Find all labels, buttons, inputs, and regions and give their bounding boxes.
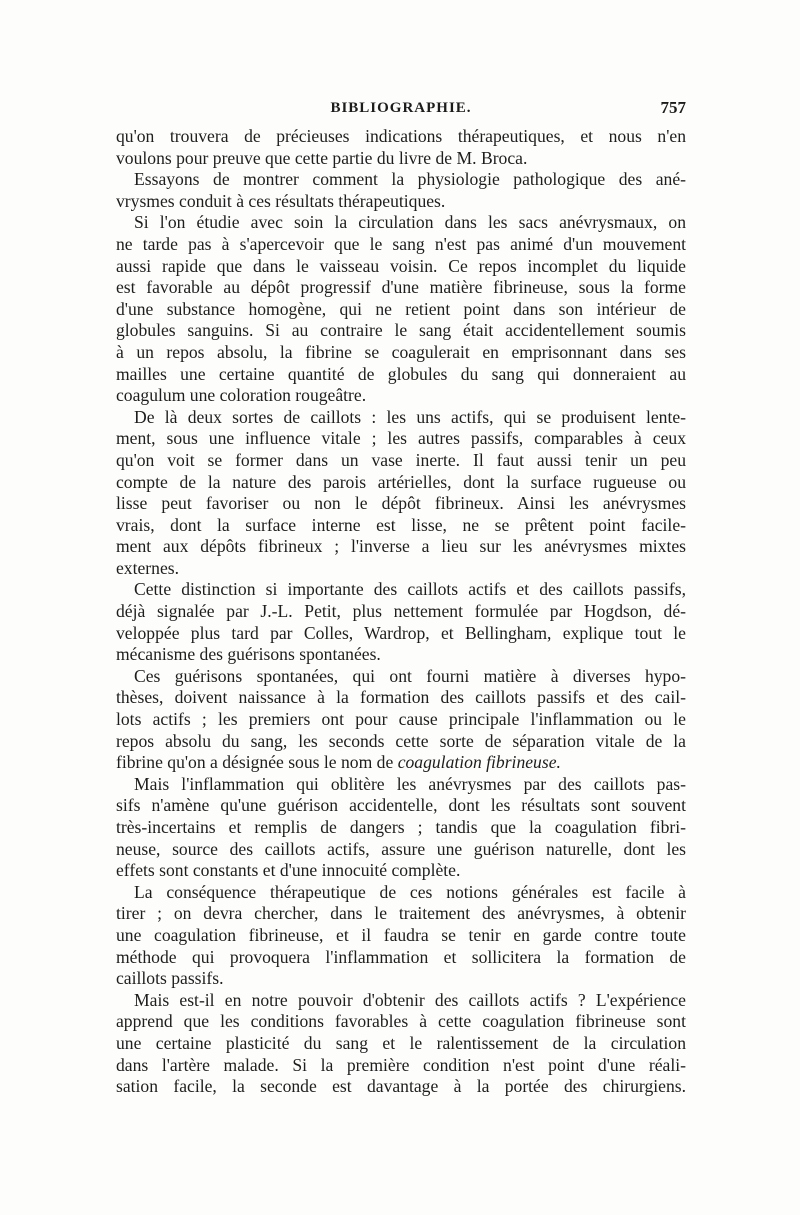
paragraph xyxy=(116,212,686,406)
text-line: sation facile, la seconde est davantage à la portée des chirurgiens. xyxy=(116,1076,686,1097)
text-line: ment aux dépôts fibrineux ; l'inverse a lieu sur les anévrysmes mixtes xyxy=(116,536,686,557)
text-line: aussi rapide que dans le vaisseau voisin. Ce repos incomplet du liquide xyxy=(116,255,686,276)
text-line: mailles une certaine quantité de globules du sang qui donneraient au xyxy=(116,363,686,384)
text-line: Si l'on étudie avec soin la circulation dans les sacs anévrysmaux, on xyxy=(134,212,686,233)
text-line: apprend que les conditions favorables à cette coagulation fibrineuse sont xyxy=(116,1011,686,1032)
paragraph xyxy=(116,990,686,1098)
text-line: compte de la nature des parois artérielles, dont la surface rugueuse ou xyxy=(116,471,686,492)
italic-term: coagulation fibrineuse. xyxy=(397,752,561,773)
text-line: qu'on trouvera de précieuses indications thérapeutiques, et nous n'en xyxy=(116,126,686,146)
text-line: une coagulation fibrineuse, et il faudra se tenir en garde contre toute xyxy=(116,924,686,945)
text-line: globules sanguins. Si au contraire le sang était accidentellement soumis xyxy=(116,320,686,341)
text-line: vrais, dont la surface interne est lisse, ne se prêtent point facile- xyxy=(116,514,686,535)
text-line: De là deux sortes de caillots : les uns actifs, qui se produisent lente- xyxy=(134,406,686,427)
text-line: Mais l'inflammation qui oblitère les anévrysmes par des caillots pas- xyxy=(134,773,686,794)
text-line: veloppée plus tard par Colles, Wardrop, et Bellingham, explique tout le xyxy=(116,622,686,643)
text-line: thèses, doivent naissance à la formation des caillots passifs et des cail- xyxy=(116,687,686,708)
body-text xyxy=(116,126,686,1098)
page-header xyxy=(116,100,686,124)
text-line: tirer ; on devra chercher, dans le traitement des anévrysmes, à obtenir xyxy=(116,903,686,924)
text-line: lots actifs ; les premiers ont pour cause principale l'inflammation ou le xyxy=(116,709,686,730)
text-line: ment, sous une influence vitale ; les autres passifs, comparables à ceux xyxy=(116,428,686,449)
text-line: ne tarde pas à s'apercevoir que le sang n'est pas animé d'un mouvement xyxy=(116,233,686,254)
text-line: coagulum une coloration rougeâtre. xyxy=(116,385,367,406)
text-line: neuse, source des caillots actifs, assure une guérison naturelle, dont les xyxy=(116,838,686,859)
text-line: très-incertains et remplis de dangers ; tandis que la coagulation fibri- xyxy=(116,817,686,837)
text-line: à un repos absolu, la fibrine se coagulerait en emprisonnant dans ses xyxy=(116,341,686,362)
paragraph xyxy=(116,882,686,990)
text-line: Cette distinction si importante des caillots actifs et des caillots passifs, xyxy=(134,579,686,600)
paragraph xyxy=(116,666,686,774)
page-number: 757 xyxy=(660,98,686,117)
text-line: Mais est-il en notre pouvoir d'obtenir des caillots actifs ? L'expérience xyxy=(134,989,686,1010)
text-line: d'une substance homogène, qui ne retient point dans son intérieur de xyxy=(116,298,686,319)
text-line: lisse peut favoriser ou non le dépôt fibrineux. Ainsi les anévrysmes xyxy=(116,493,686,514)
text-line: La conséquence thérapeutique de ces notions générales est facile à xyxy=(134,881,686,902)
text-line: vrysmes conduit à ces résultats thérapeutiques. xyxy=(116,190,446,211)
text-line: externes. xyxy=(116,557,180,578)
text-line: dans l'artère malade. Si la première condition n'est point d'une réali- xyxy=(116,1054,686,1075)
text-line: effets sont constants et d'une innocuité complète. xyxy=(116,860,461,881)
paragraph xyxy=(116,579,686,665)
paragraph xyxy=(116,774,686,882)
text-line: repos absolu du sang, les seconds cette sorte de séparation vitale de la xyxy=(116,730,686,751)
text-line: est favorable au dépôt progressif d'une matière fibrineuse, sous la forme xyxy=(116,277,686,298)
text-line: fibrine qu'on a désignée sous le nom de coagulation fibrineuse. xyxy=(116,752,561,773)
text-line: mécanisme des guérisons spontanées. xyxy=(116,644,381,665)
text-line: sifs n'amène qu'une guérison accidentelle, dont les résultats sont souvent xyxy=(116,795,686,816)
text-line: voulons pour preuve que cette partie du livre de M. Broca. xyxy=(116,147,528,168)
running-title: BIBLIOGRAPHIE. xyxy=(330,100,472,116)
paragraph xyxy=(116,126,686,169)
text-line: Ces guérisons spontanées, qui ont fourni matière à diverses hypo- xyxy=(134,665,686,686)
text-line: méthode qui provoquera l'inflammation et sollicitera la formation de xyxy=(116,946,686,967)
text-line: qu'on voit se former dans un vase inerte. Il faut aussi tenir un peu xyxy=(116,449,686,470)
text-line: caillots passifs. xyxy=(116,968,224,989)
paragraph xyxy=(116,169,686,212)
paragraph xyxy=(116,407,686,580)
text-line: Essayons de montrer comment la physiologie pathologique des ané- xyxy=(134,169,686,190)
text-line: une certaine plasticité du sang et le ralentissement de la circulation xyxy=(116,1032,686,1053)
text-line: déjà signalée par J.-L. Petit, plus nettement formulée par Hogdson, dé- xyxy=(116,601,686,622)
